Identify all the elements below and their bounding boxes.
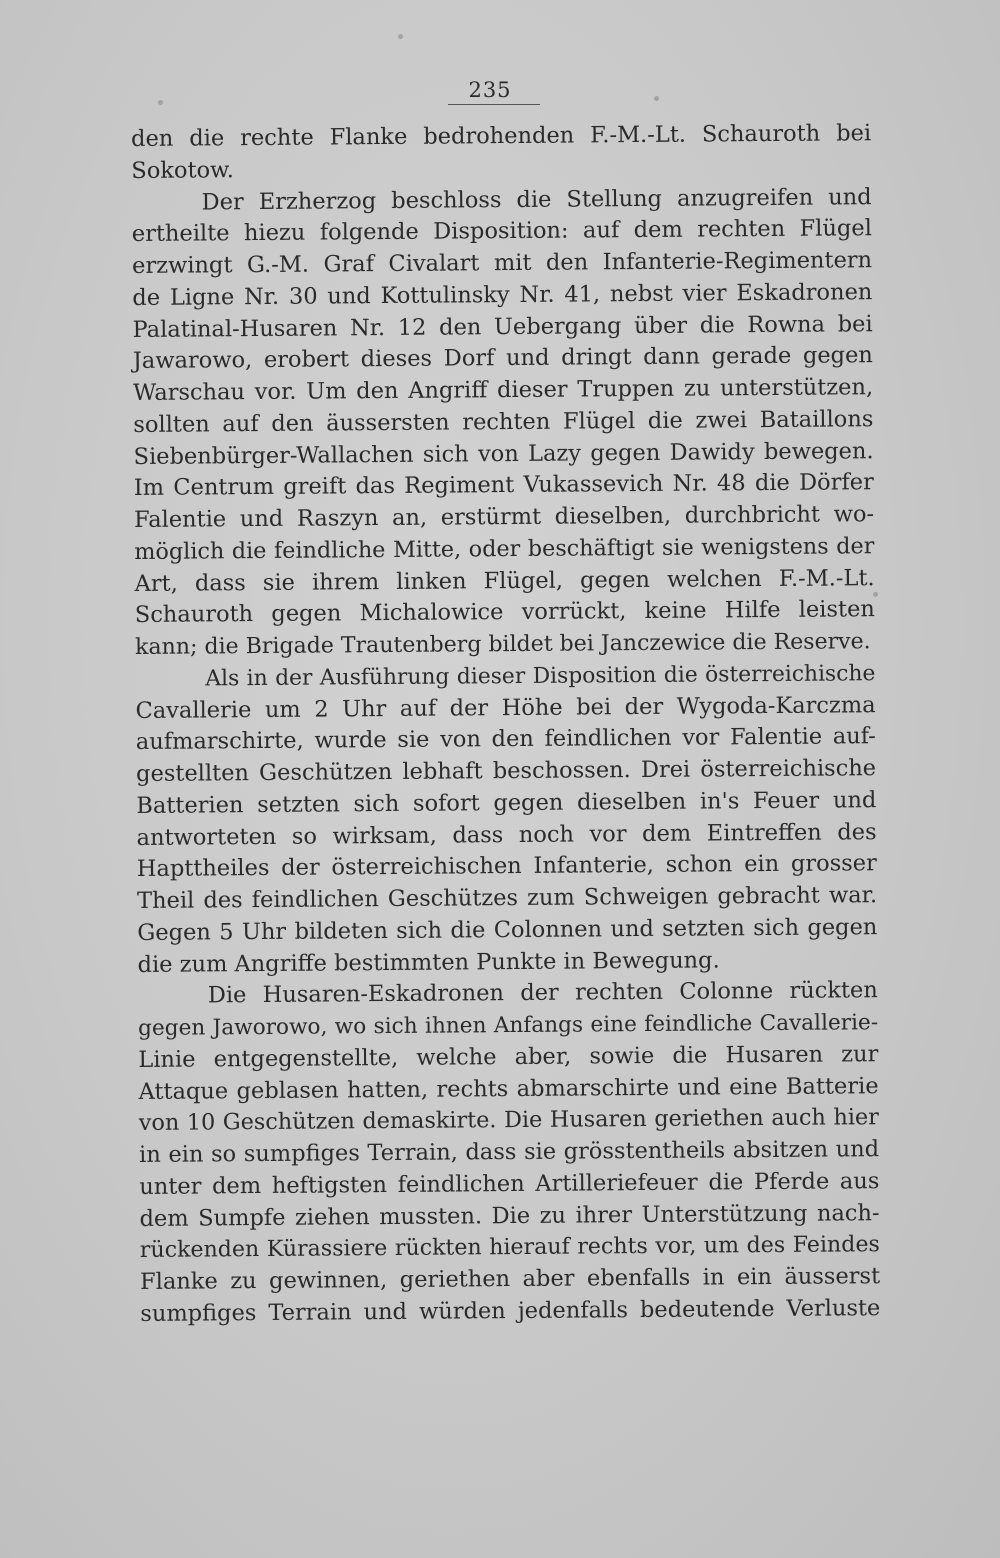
text-line: Falentie und Raszyn an, erstürmt dieselben, durchbricht wo- [134, 501, 875, 533]
text-line: rückenden Kürassiere rückten hierauf rechts vor, um des Feindes [139, 1231, 880, 1264]
paragraph-first-line: Die Husaren-Eskadronen der rechten Colonne rückten [207, 977, 878, 1009]
text-line: gegen Jaworowo, wo sich ihnen Anfangs eine feindliche Cavallerie- [138, 1010, 879, 1041]
text-line: Warschau vor. Um den Angriff dieser Truppen zu unterstützen, [133, 374, 874, 406]
text-line: Linie entgegenstellte, welche aber, sowie die Husaren zur [138, 1040, 879, 1073]
text-line: sollten auf den äussersten rechten Flügel die zwei Bataillons [133, 405, 874, 438]
text-line: Hapttheiles der österreichischen Infanterie, schon ein grosser [136, 850, 877, 883]
text-line: Gegen 5 Uhr bildeten sich die Colonnen und setzten sich gegen [137, 913, 878, 946]
paragraph-first-line: Als in der Ausführung dieser Disposition die österreichische [205, 660, 876, 692]
text-line: den die rechte Flanke bedrohenden F.-M.-Lt. Schauroth bei [131, 120, 872, 152]
paper-speck [398, 34, 403, 39]
text-line: Theil des feindlichen Geschützes zum Schweigen gebracht war. [137, 882, 878, 914]
paper-speck [654, 96, 659, 101]
text-line: antworteten so wirksam, dass noch vor dem Eintreffen des [136, 818, 877, 851]
body-text [131, 118, 880, 1330]
text-line: Siebenbürger-Wallachen sich von Lazy gegen Dawidy bewegen. [133, 437, 874, 470]
text-line: Art, dass sie ihrem linken Flügel, gegen welchen F.-M.-Lt. [134, 564, 875, 597]
text-line: Batterien setzten sich sofort gegen dieselben in's Feuer und [136, 786, 877, 819]
text-line: in ein so sumpfiges Terrain, dass sie grösstentheils absitzen und [138, 1136, 880, 1168]
text-line: Im Centrum greift das Regiment Vukassevich Nr. 48 die Dörfer [133, 469, 874, 502]
text-line: erzwingt G.-M. Graf Civalart mit den Infanterie-Regimentern [132, 247, 873, 279]
text-line: de Ligne Nr. 30 und Kottulinsky Nr. 41, nebst vier Eskadronen [132, 278, 873, 311]
text-line: aufmarschirte, wurde sie von den feindlichen vor Falentie auf- [135, 723, 876, 756]
text-line: sumpfiges Terrain und würden jedenfalls bedeutende Verluste [140, 1294, 881, 1327]
text-line: die zum Angriffe bestimmten Punkte in Bewegung. [137, 946, 720, 978]
text-line: gestellten Geschützen lebhaft beschossen. Drei österreichische [136, 755, 877, 787]
text-line: von 10 Geschützen demaskirte. Die Husaren geriethen auch hier [138, 1104, 879, 1137]
text-line: Sokotow. [131, 156, 234, 184]
paragraph-first-line: Der Erzherzog beschloss die Stellung anzugreifen und [201, 183, 872, 215]
text-line: Schauroth gegen Michalowice vorrückt, keine Hilfe leisten [134, 596, 875, 629]
text-line: Flanke zu gewinnen, geriethen aber ebenfalls in ein äusserst [139, 1263, 881, 1295]
page-number: 235 [468, 78, 512, 102]
text-line: Attaque geblasen hatten, rechts abmarschirte und eine Batterie [138, 1072, 879, 1105]
page-number-rule [448, 104, 540, 105]
text-line: Jawarowo, erobert dieses Dorf und dringt dann gerade gegen [132, 342, 873, 375]
text-line: dem Sumpfe ziehen mussten. Die zu ihrer Unterstützung nach- [139, 1199, 880, 1232]
text-line: Cavallerie um 2 Uhr auf der Höhe bei der Wygoda-Karczma [135, 691, 876, 724]
text-line: ertheilte hiezu folgende Disposition: auf dem rechten Flügel [131, 215, 872, 248]
text-line: Palatinal-Husaren Nr. 12 den Uebergang über die Rowna bei [132, 310, 873, 343]
paper-speck [158, 100, 163, 105]
text-line: kann; die Brigade Trautenberg bildet bei Janczewice die Reserve. [135, 629, 871, 660]
text-line: unter dem heftigsten feindlichen Artilleriefeuer die Pferde aus [139, 1167, 880, 1200]
text-line: möglich die feindliche Mitte, oder beschäftigt sie wenigstens der [134, 532, 875, 565]
